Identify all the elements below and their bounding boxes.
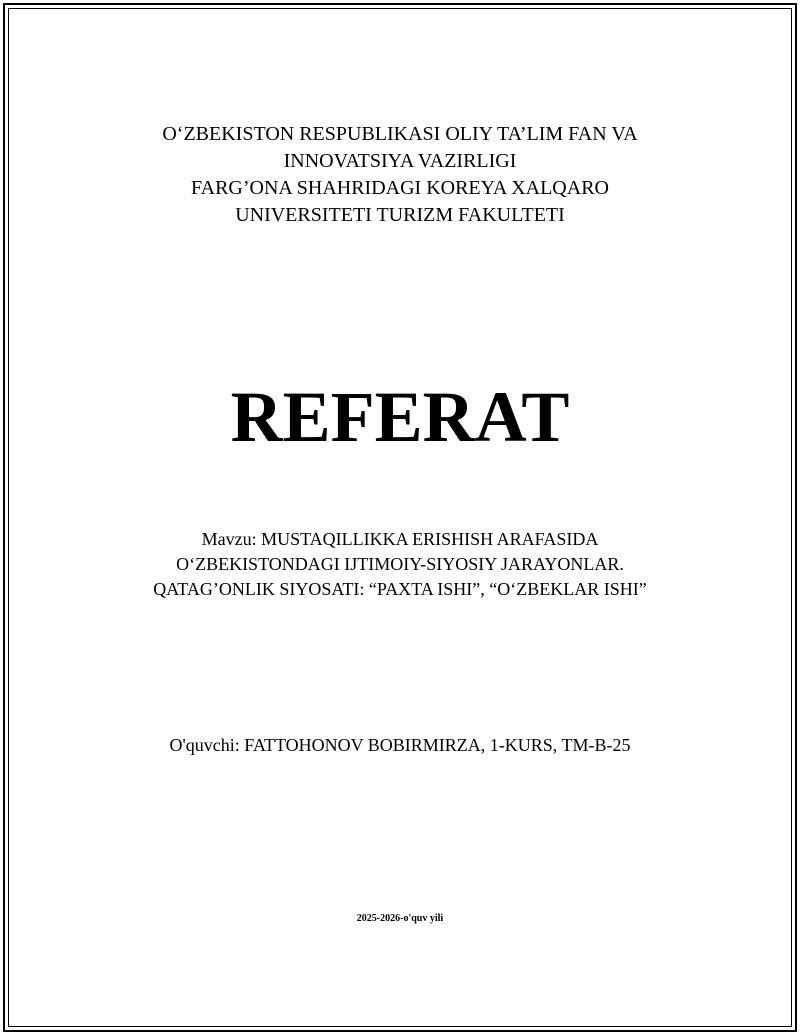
ministry-line: FARG’ONA SHAHRIDAGI KOREYA XALQARO xyxy=(191,177,609,199)
topic-line: O‘ZBEKISTONDAGI IJTIMOIY-SIYOSIY JARAYONLAR. xyxy=(176,554,624,574)
academic-year: 2025-2026-o'quv yili xyxy=(356,913,444,924)
ministry-line: INNOVATSIYA VAZIRLIGI xyxy=(283,150,517,172)
topic-line: QATAG’ONLIK SIYOSATI: “PAXTA ISHI”, “O‘ZBEKLAR ISHI” xyxy=(153,579,647,599)
ministry-line: O‘ZBEKISTON RESPUBLIKASI OLIY TA’LIM FAN VA xyxy=(162,123,638,145)
ministry-line: UNIVERSITETI TURIZM FAKULTETI xyxy=(235,204,565,226)
ministry-header xyxy=(0,121,800,229)
student-info: O'quvchi: FATTOHONOV BOBIRMIRZA, 1-KURS, TM-B-25 xyxy=(169,735,631,755)
topic-block xyxy=(0,527,800,602)
document-title: REFERAT xyxy=(230,377,570,457)
topic-line: Mavzu: MUSTAQILLIKKA ERISHISH ARAFASIDA xyxy=(201,529,599,549)
